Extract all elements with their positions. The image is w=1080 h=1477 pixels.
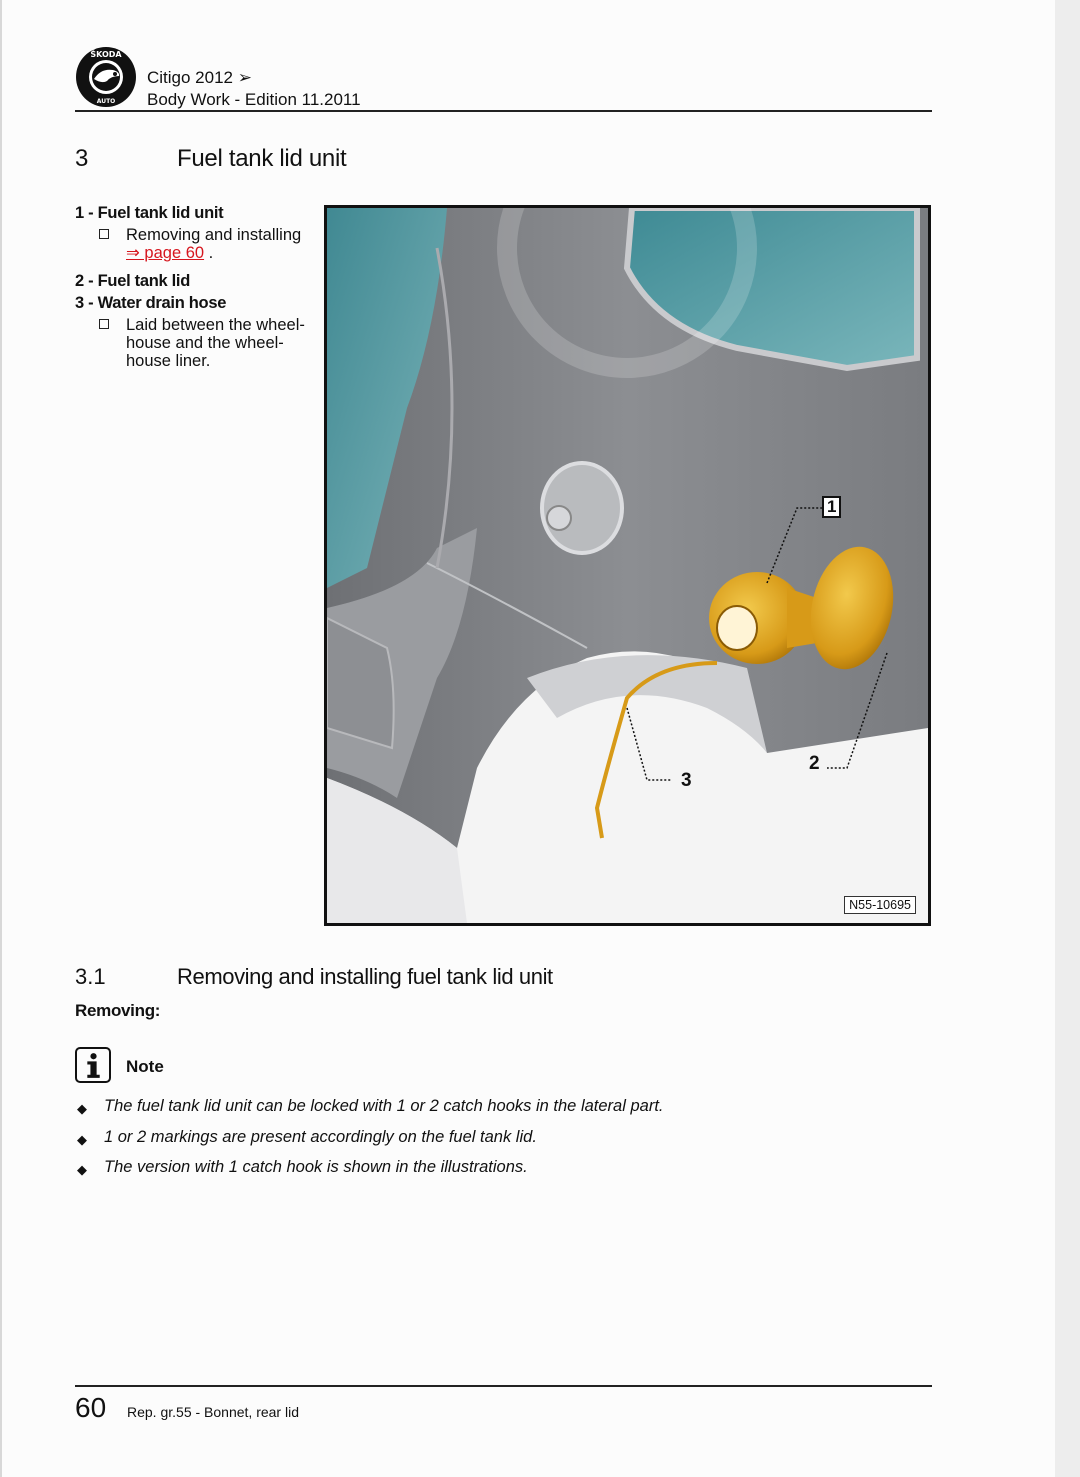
- footer-divider: [75, 1385, 932, 1387]
- legend-list: [75, 204, 320, 380]
- skoda-logo: [75, 46, 137, 108]
- callout-3-label: 3: [681, 770, 692, 791]
- info-icon: [75, 1047, 111, 1083]
- svg-text:AUTO: AUTO: [96, 98, 116, 105]
- note-item: ◆ The version with 1 catch hook is shown in the illustrations.: [77, 1158, 528, 1177]
- checkbox-bullet-icon: [99, 229, 109, 239]
- header-subtitle: Body Work - Edition 11.2011: [147, 90, 361, 109]
- legend-item-heading: 2 - Fuel tank lid: [75, 272, 191, 290]
- car-rear-fuel-lid-drawing: [327, 208, 928, 923]
- note-label: Note: [126, 1057, 164, 1076]
- note-item: ◆ The fuel tank lid unit can be locked with 1 or 2 catch hooks in the lateral part.: [77, 1097, 664, 1116]
- technical-illustration: [324, 205, 931, 926]
- svg-text:ŠKODA: ŠKODA: [90, 50, 122, 59]
- footer-text: Rep. gr.55 - Bonnet, rear lid: [127, 1404, 299, 1420]
- section-number: 3: [75, 145, 89, 172]
- viewer-margin: [1055, 0, 1080, 1477]
- page-number: 60: [75, 1392, 107, 1423]
- figure-code: N55-10695: [844, 896, 916, 914]
- checkbox-bullet-icon: [99, 319, 109, 329]
- removing-label: Removing:: [75, 1001, 161, 1020]
- diamond-bullet-icon: ◆: [77, 1162, 87, 1177]
- subsection-title: Removing and installing fuel tank lid unit: [177, 964, 553, 989]
- diamond-bullet-icon: ◆: [77, 1131, 87, 1147]
- page-link[interactable]: ⇒ page 60: [126, 244, 205, 262]
- legend-item-bullet: Laid between the wheel-house and the wheel-house liner.: [75, 316, 320, 370]
- callout-1-label: 1: [822, 496, 841, 518]
- diamond-bullet-icon: ◆: [77, 1101, 87, 1116]
- callout-2-label: 2: [809, 753, 820, 774]
- note-list: [75, 1097, 664, 1189]
- section-title: Fuel tank lid unit: [177, 145, 347, 172]
- legend-item-bullet: Removing and installing ⇒ page 60 .: [75, 226, 320, 262]
- header-divider: [75, 110, 932, 112]
- legend-item-heading: 1 - Fuel tank lid unit: [75, 204, 224, 222]
- subsection-number: 3.1: [75, 964, 106, 989]
- legend-item-heading: 3 - Water drain hose: [75, 294, 227, 312]
- header-title: Citigo 2012 ➢: [147, 68, 252, 87]
- note-item: ◆ 1 or 2 markings are present accordingly on the fuel tank lid.: [77, 1127, 537, 1147]
